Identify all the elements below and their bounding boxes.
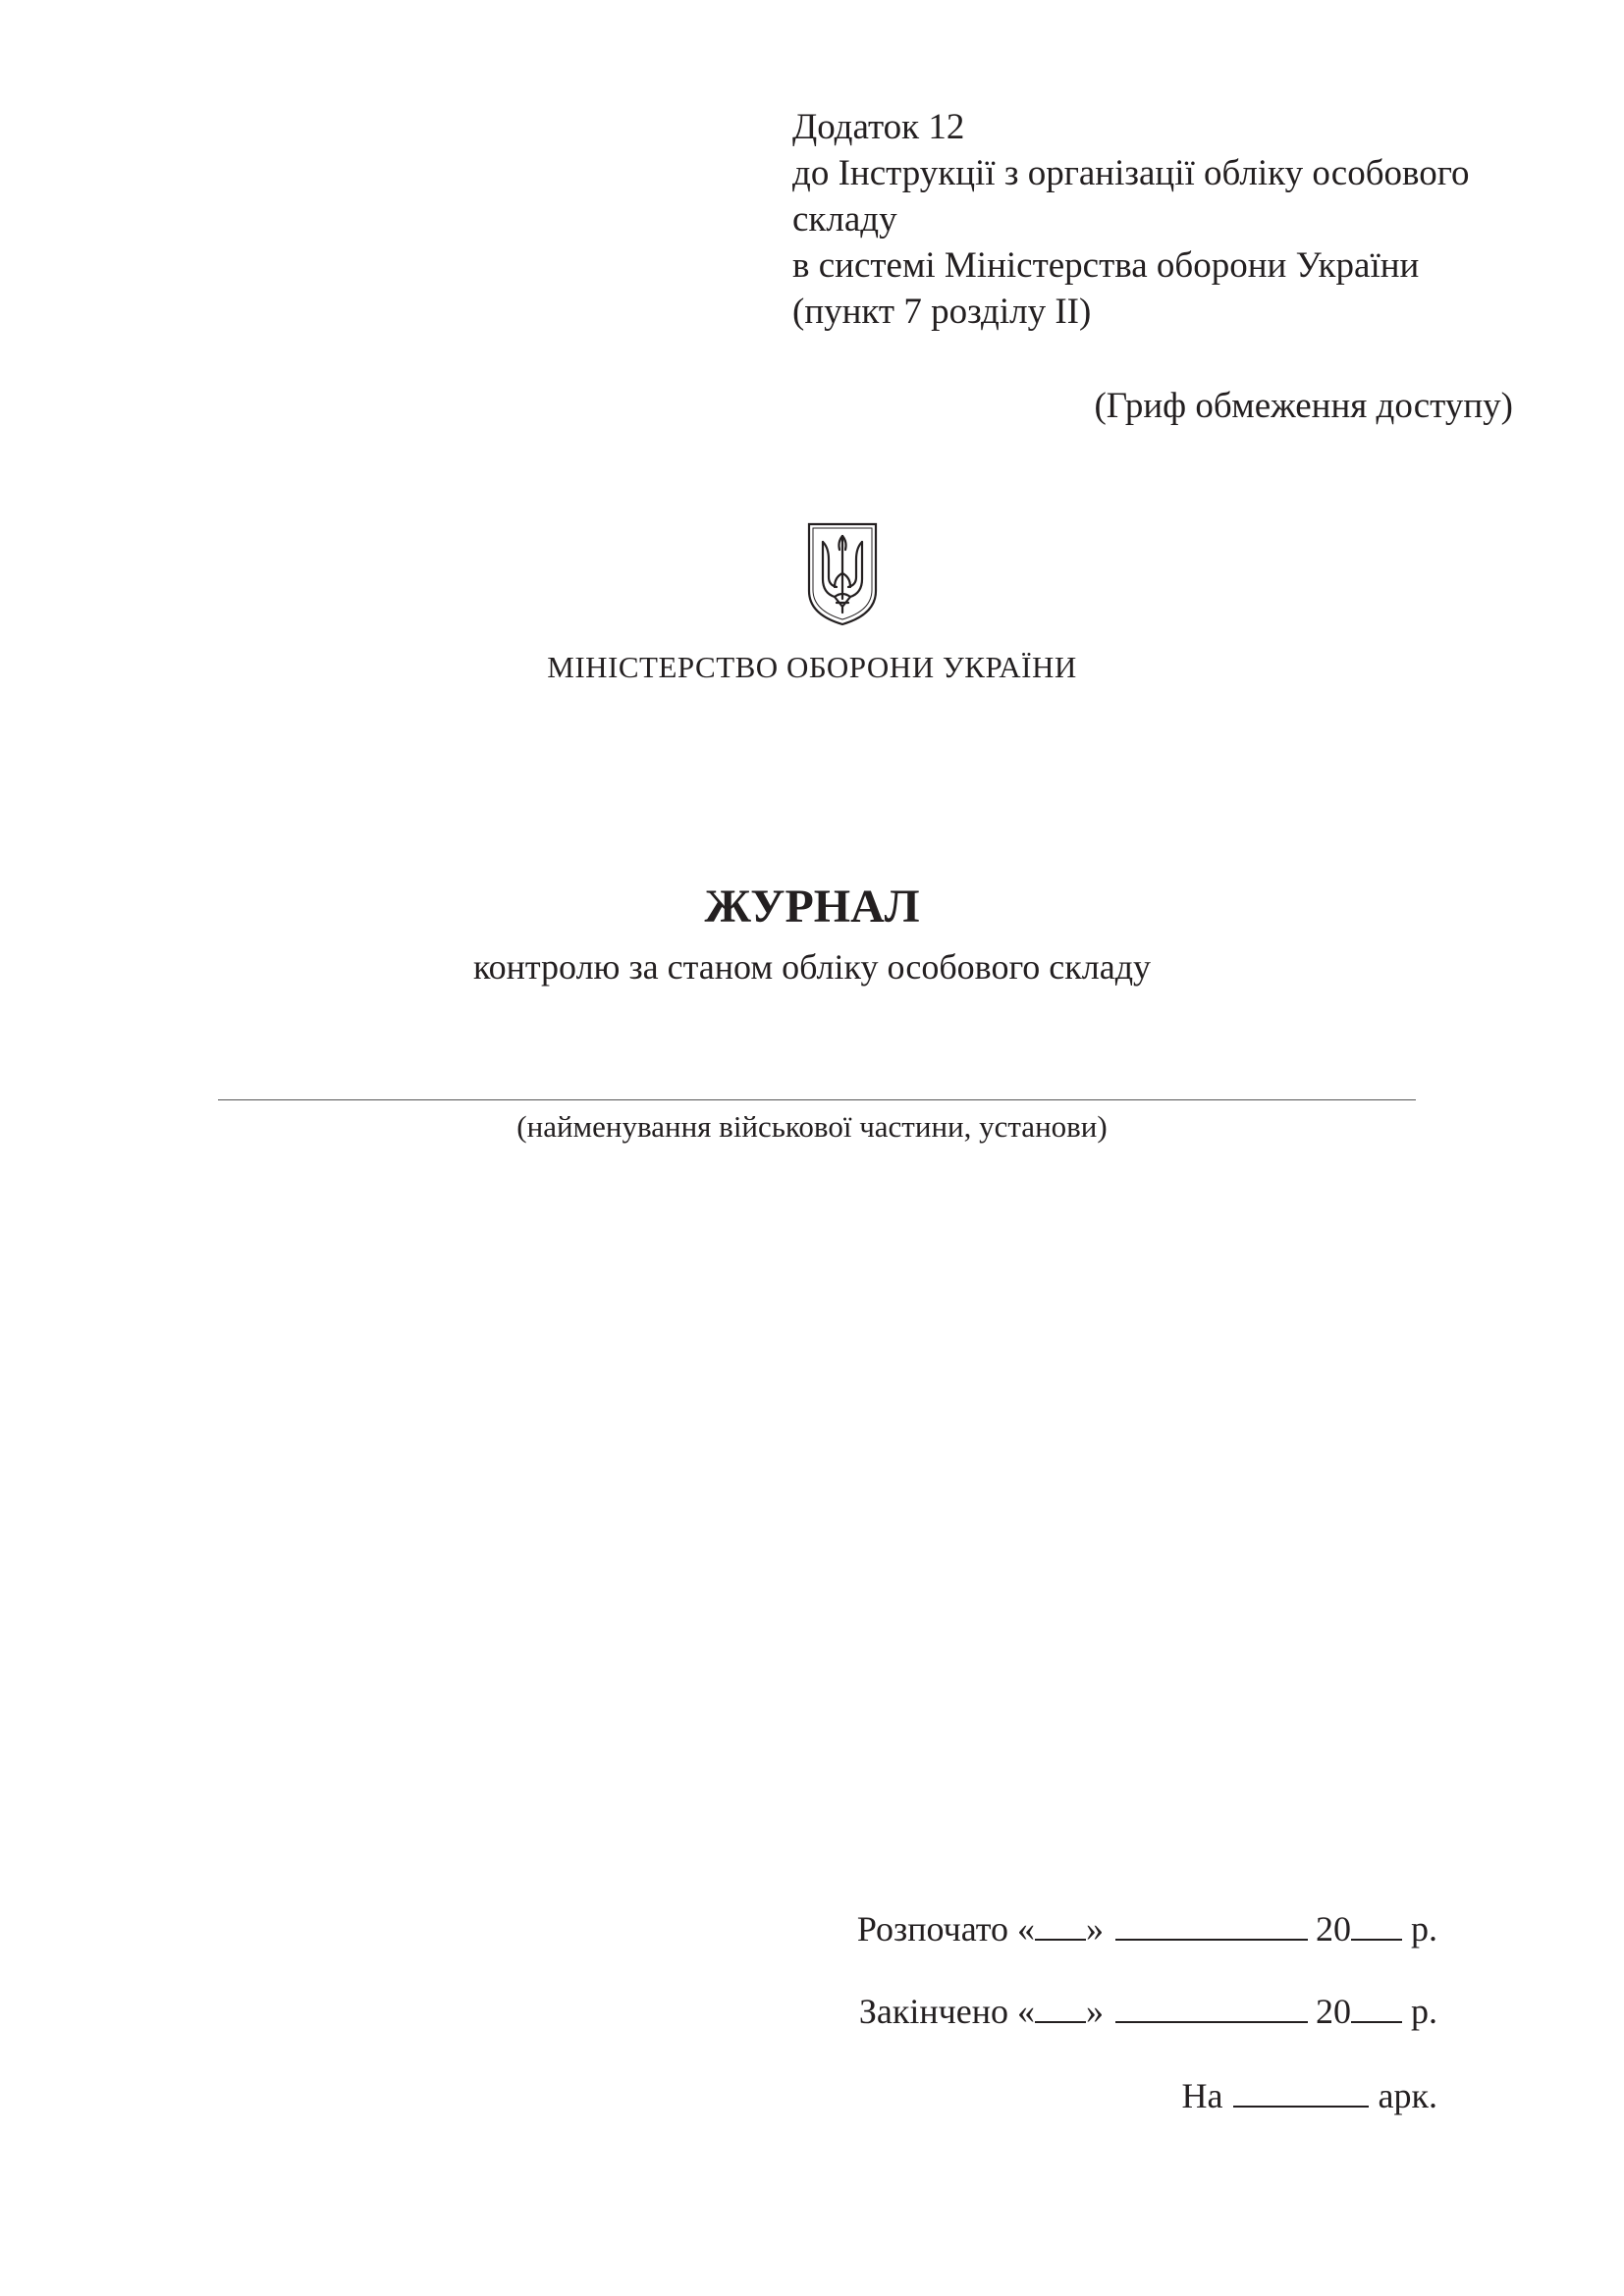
year-suffix: р. bbox=[1402, 1909, 1437, 1949]
document-subtitle: контролю за станом обліку особового складу bbox=[472, 947, 1152, 987]
sheets-blank bbox=[1233, 2076, 1369, 2108]
year-prefix: 20 bbox=[1316, 1992, 1351, 2031]
document-title: ЖУРНАЛ bbox=[704, 881, 920, 933]
year-blank bbox=[1351, 1992, 1402, 2023]
unit-name-caption: (найменування військової частини, установи) bbox=[516, 1109, 1108, 1144]
quote-close: » bbox=[1086, 1992, 1104, 2031]
appendix-line: в системі Міністерства оборони України bbox=[792, 245, 1420, 286]
started-date-row bbox=[857, 1906, 1437, 1951]
access-restriction-stamp: (Гриф обмеження доступу) bbox=[1094, 386, 1513, 426]
sheets-count-row bbox=[1182, 2073, 1437, 2118]
sheets-suffix: арк. bbox=[1378, 2076, 1437, 2115]
finished-label: Закінчено « bbox=[858, 1992, 1035, 2031]
started-label: Розпочато « bbox=[856, 1909, 1035, 1949]
quote-close: » bbox=[1086, 1909, 1104, 1949]
ministry-name: МІНІСТЕРСТВО ОБОРОНИ УКРАЇНИ bbox=[547, 650, 1077, 684]
appendix-line: (пункт 7 розділу ІІ) bbox=[792, 292, 1092, 332]
appendix-line: Додаток 12 bbox=[792, 107, 965, 147]
appendix-line: до Інструкції з організації обліку особового bbox=[792, 153, 1470, 193]
day-blank bbox=[1035, 1909, 1086, 1941]
year-blank bbox=[1351, 1909, 1402, 1941]
appendix-line: складу bbox=[792, 199, 897, 240]
unit-name-line bbox=[218, 1099, 1416, 1100]
month-blank bbox=[1115, 1992, 1308, 2023]
trident-coat-of-arms-icon bbox=[805, 520, 880, 628]
sheets-prefix: На bbox=[1181, 2076, 1223, 2115]
finished-date-row bbox=[859, 1989, 1437, 2034]
year-suffix: р. bbox=[1402, 1992, 1437, 2031]
year-prefix: 20 bbox=[1316, 1909, 1351, 1949]
appendix-block bbox=[792, 104, 1539, 335]
day-blank bbox=[1035, 1992, 1086, 2023]
month-blank bbox=[1115, 1909, 1308, 1941]
